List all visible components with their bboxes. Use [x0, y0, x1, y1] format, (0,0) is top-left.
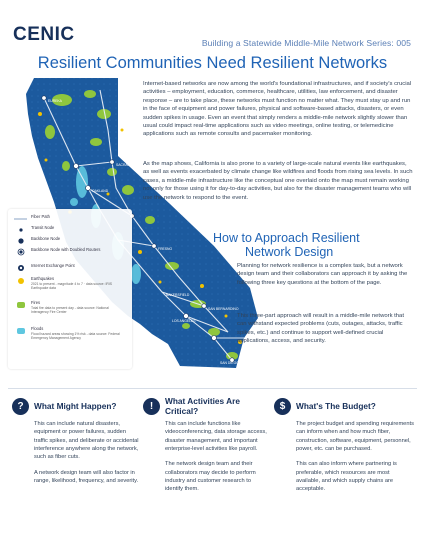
map-legend: [8, 209, 132, 369]
question-title: What's The Budget?: [296, 401, 376, 411]
city-bakersfield: BAKERSFIELD: [166, 293, 190, 297]
city-los-angeles: LOS ANGELES: [172, 319, 196, 323]
question-body: This can include functions like videoconferencing, data storage access, disaster management, and important enterprise-level activities like payroll.: [165, 421, 267, 452]
city-san-diego: SAN DIEGO: [220, 361, 239, 365]
intro-paragraph-2: As the map shows, California is also prone to a variety of large-scale natural events like earthquakes, as well as events exacerbated by climate change like wildfires and floods from rising sea levels. In such cases, a middle-mile infrastructure like the conceptual one overlaid onto the map must remain working not only for those using it for day-to-day activities, but also for the disaster management teams who will use the network to respond to the event.: [143, 161, 413, 201]
city-fresno: FRESNO: [158, 247, 173, 251]
earthquake-icon: [14, 277, 27, 285]
intro-paragraph-1: Internet-based networks are now among the world's foundational infrastructures, and if society's crucial activities – employment, education, commerce, healthcare, utilities, law enforcement, and disaster response – are to take place, these networks must function no matter what. They must stay up and run in the face of equipment and power failures, physical and software-based attacks, disasters, or even sudden spikes in usage. Even an event that simply renders a middle-mile network slightly slower than usual could impact real-time applications such as video meetings, online testing, or telemedicine applications such as remote consults and pacemaker monitoring.: [143, 81, 412, 138]
page-headline: Resilient Communities Need Resilient Networks: [37, 54, 388, 72]
question-body: The network design team and their collaborators may decide to perform industry and customer research to identify them.: [165, 461, 256, 493]
series-title: Building a Statewide Middle-Mile Network Series: 005: [201, 38, 411, 48]
legend-transit-node: Transit Node: [14, 226, 126, 234]
exclamation-icon: !: [143, 398, 160, 415]
fire-icon: [14, 301, 27, 309]
flood-icon: [14, 327, 27, 335]
question-title: What Activities Are Critical?: [165, 396, 240, 416]
city-oakland: OAKLAND: [92, 189, 109, 193]
legend-floods: Floods Flood hazard areas showing 1% risk - data source: Federal Emergency Management Agency: [14, 327, 126, 340]
legend-ixp: Internet Exchange Point: [14, 264, 126, 272]
transit-node-icon: [14, 226, 27, 234]
question-title: What Might Happen?: [34, 401, 117, 411]
question-body: A network design team will also factor in range, likelihood, frequency, and severity.: [34, 469, 139, 484]
question-body: This can also inform where partnering is preferable, which resources are most available, and which supply chains are acceptable.: [296, 461, 397, 493]
question-body: This can include natural disasters, equipment or power failures, sudden traffic spikes, and deliberate or accidental interference anywhere along the network, such as fiber cuts.: [34, 421, 139, 461]
section-divider: [8, 388, 417, 389]
approach-heading: How to Approach Resilient Network Design: [213, 231, 360, 259]
intro-section: [143, 80, 413, 145]
backbone-node-icon: [14, 237, 27, 245]
doubled-router-icon: [14, 248, 27, 256]
question-budget: [274, 396, 414, 501]
city-eureka: EUREKA: [48, 99, 62, 103]
city-san-bernardino: SAN BERNARDINO: [208, 307, 239, 311]
cenic-logo: CENIC: [13, 24, 75, 45]
dollar-icon: $: [274, 398, 291, 415]
exchange-point-icon: [14, 264, 27, 272]
legend-backbone-node: Backbone Node: [14, 237, 126, 245]
legend-fires: Fires Total fire data to present day - data source: National Interagency Fire Center: [14, 301, 126, 314]
question-critical-activities: [143, 396, 270, 501]
question-what-might-happen: [12, 396, 139, 492]
approach-paragraph-1: Planning for network resilience is a complex task, but a network design team and their collaborators can approach it by asking the following three key questions at the bottom of the page.: [237, 263, 408, 286]
legend-backbone-doubled: Backbone Node with Doubled Routers: [14, 248, 126, 256]
question-mark-icon: ?: [12, 398, 29, 415]
approach-paragraph-2: This three-part approach will result in a middle-mile network that can withstand expected problems (cuts, outages, attacks, traffic spikes, etc.) and continue to support well-defined crucial applications, access, and security.: [237, 313, 404, 345]
question-body: The project budget and spending requirements can inform when and how much fiber, construction, software, equipment, personnel, power, etc. can be purchased.: [296, 421, 414, 452]
fiber-path-icon: [14, 215, 27, 223]
legend-earthquakes: Earthquakes 2021 to present - magnitude 4 to 7 · data source: IRIS Earthquake data: [14, 277, 126, 290]
city-sacramento: SACRAMENTO: [116, 163, 140, 167]
legend-fiber-path: Fiber Path: [14, 215, 126, 223]
